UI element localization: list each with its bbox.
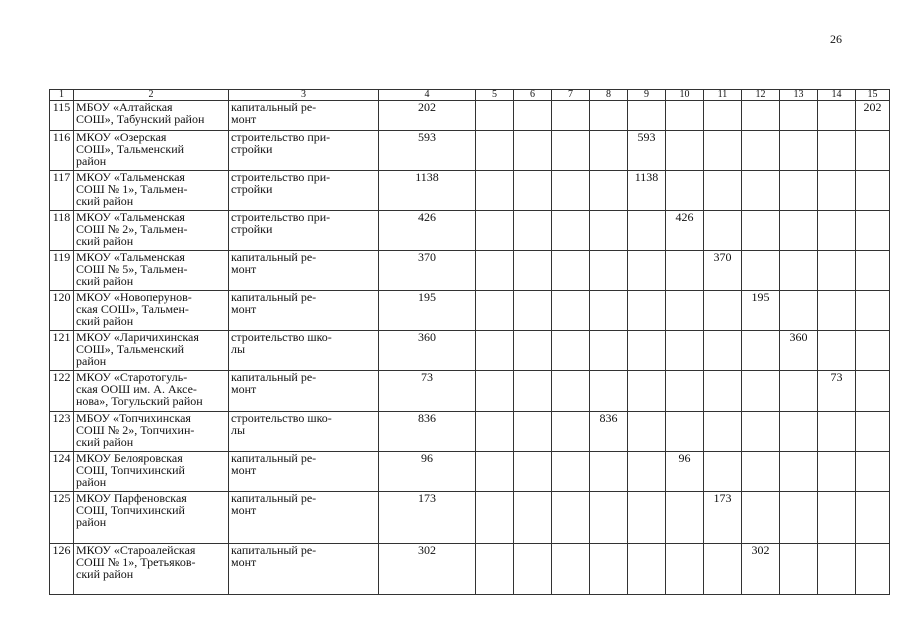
total-cell: 593 bbox=[379, 131, 476, 171]
year-cell-15 bbox=[856, 492, 890, 544]
school-name-cell: МКОУ «Новоперунов- ская СОШ», Тальмен- ский район bbox=[74, 291, 229, 331]
table-row bbox=[50, 251, 890, 291]
work-type-cell: строительство при- стройки bbox=[229, 211, 379, 251]
year-cell-8 bbox=[590, 211, 628, 251]
year-cell-12 bbox=[742, 452, 780, 492]
year-cell-14 bbox=[818, 131, 856, 171]
table-row bbox=[50, 371, 890, 412]
year-cell-12 bbox=[742, 331, 780, 371]
row-number: 117 bbox=[50, 171, 74, 211]
school-name-cell: МКОУ «Ларичихинская СОШ», Тальменский район bbox=[74, 331, 229, 371]
year-cell-5 bbox=[476, 544, 514, 595]
year-cell-11 bbox=[704, 412, 742, 452]
year-cell-11: 173 bbox=[704, 492, 742, 544]
table-row bbox=[50, 101, 890, 131]
total-cell: 1138 bbox=[379, 171, 476, 211]
year-cell-12: 302 bbox=[742, 544, 780, 595]
year-cell-11 bbox=[704, 452, 742, 492]
year-cell-14 bbox=[818, 291, 856, 331]
row-number: 115 bbox=[50, 101, 74, 131]
row-number: 125 bbox=[50, 492, 74, 544]
year-cell-12 bbox=[742, 492, 780, 544]
total-cell: 360 bbox=[379, 331, 476, 371]
header-row bbox=[50, 90, 890, 101]
school-name-cell: МБОУ «Алтайская СОШ», Табунский район bbox=[74, 101, 229, 131]
year-cell-6 bbox=[514, 171, 552, 211]
year-cell-12 bbox=[742, 211, 780, 251]
year-cell-12 bbox=[742, 131, 780, 171]
table-row bbox=[50, 544, 890, 595]
year-cell-5 bbox=[476, 492, 514, 544]
year-cell-5 bbox=[476, 251, 514, 291]
year-cell-9 bbox=[628, 452, 666, 492]
year-cell-14 bbox=[818, 544, 856, 595]
year-cell-10 bbox=[666, 544, 704, 595]
row-number: 118 bbox=[50, 211, 74, 251]
year-cell-8 bbox=[590, 131, 628, 171]
year-cell-5 bbox=[476, 291, 514, 331]
year-cell-10 bbox=[666, 492, 704, 544]
year-cell-6 bbox=[514, 291, 552, 331]
year-cell-9 bbox=[628, 251, 666, 291]
year-cell-14 bbox=[818, 331, 856, 371]
total-cell: 302 bbox=[379, 544, 476, 595]
work-type-cell: строительство при- стройки bbox=[229, 131, 379, 171]
year-cell-15 bbox=[856, 452, 890, 492]
year-cell-6 bbox=[514, 211, 552, 251]
year-cell-12 bbox=[742, 371, 780, 412]
year-cell-11 bbox=[704, 171, 742, 211]
year-cell-15 bbox=[856, 544, 890, 595]
year-cell-6 bbox=[514, 452, 552, 492]
year-cell-9 bbox=[628, 331, 666, 371]
column-header-9: 9 bbox=[628, 90, 666, 101]
school-name-cell: МКОУ «Староалейская СОШ № 1», Третьяков- ский район bbox=[74, 544, 229, 595]
year-cell-8: 836 bbox=[590, 412, 628, 452]
year-cell-13 bbox=[780, 211, 818, 251]
school-name-cell: МКОУ «Озерская СОШ», Тальменский район bbox=[74, 131, 229, 171]
year-cell-6 bbox=[514, 101, 552, 131]
year-cell-5 bbox=[476, 131, 514, 171]
work-type-cell: капитальный ре- монт bbox=[229, 544, 379, 595]
year-cell-9: 1138 bbox=[628, 171, 666, 211]
row-number: 126 bbox=[50, 544, 74, 595]
total-cell: 426 bbox=[379, 211, 476, 251]
year-cell-5 bbox=[476, 371, 514, 412]
row-number: 123 bbox=[50, 412, 74, 452]
column-header-4: 4 bbox=[379, 90, 476, 101]
year-cell-8 bbox=[590, 544, 628, 595]
year-cell-6 bbox=[514, 251, 552, 291]
row-number: 122 bbox=[50, 371, 74, 412]
year-cell-8 bbox=[590, 452, 628, 492]
year-cell-8 bbox=[590, 291, 628, 331]
column-header-6: 6 bbox=[514, 90, 552, 101]
year-cell-11 bbox=[704, 371, 742, 412]
year-cell-8 bbox=[590, 171, 628, 211]
year-cell-5 bbox=[476, 211, 514, 251]
year-cell-8 bbox=[590, 101, 628, 131]
year-cell-15 bbox=[856, 412, 890, 452]
year-cell-12 bbox=[742, 412, 780, 452]
year-cell-13 bbox=[780, 251, 818, 291]
total-cell: 202 bbox=[379, 101, 476, 131]
year-cell-5 bbox=[476, 171, 514, 211]
year-cell-14 bbox=[818, 251, 856, 291]
year-cell-10 bbox=[666, 412, 704, 452]
year-cell-10: 96 bbox=[666, 452, 704, 492]
year-cell-10 bbox=[666, 251, 704, 291]
year-cell-11 bbox=[704, 211, 742, 251]
table-row bbox=[50, 412, 890, 452]
year-cell-8 bbox=[590, 251, 628, 291]
column-header-7: 7 bbox=[552, 90, 590, 101]
year-cell-10 bbox=[666, 171, 704, 211]
total-cell: 73 bbox=[379, 371, 476, 412]
year-cell-9 bbox=[628, 101, 666, 131]
year-cell-8 bbox=[590, 492, 628, 544]
year-cell-9 bbox=[628, 291, 666, 331]
column-header-10: 10 bbox=[666, 90, 704, 101]
year-cell-8 bbox=[590, 331, 628, 371]
year-cell-10 bbox=[666, 101, 704, 131]
work-type-cell: капитальный ре- монт bbox=[229, 101, 379, 131]
year-cell-10: 426 bbox=[666, 211, 704, 251]
year-cell-6 bbox=[514, 371, 552, 412]
year-cell-14 bbox=[818, 452, 856, 492]
table-row bbox=[50, 171, 890, 211]
work-type-cell: капитальный ре- монт bbox=[229, 251, 379, 291]
year-cell-15 bbox=[856, 131, 890, 171]
year-cell-14 bbox=[818, 492, 856, 544]
year-cell-12 bbox=[742, 251, 780, 291]
year-cell-14 bbox=[818, 211, 856, 251]
column-header-5: 5 bbox=[476, 90, 514, 101]
document-table bbox=[49, 89, 890, 595]
column-header-2: 2 bbox=[74, 90, 229, 101]
year-cell-11 bbox=[704, 331, 742, 371]
year-cell-6 bbox=[514, 492, 552, 544]
row-number: 121 bbox=[50, 331, 74, 371]
column-header-13: 13 bbox=[780, 90, 818, 101]
column-header-15: 15 bbox=[856, 90, 890, 101]
year-cell-11 bbox=[704, 544, 742, 595]
year-cell-11 bbox=[704, 291, 742, 331]
year-cell-7 bbox=[552, 452, 590, 492]
school-name-cell: МКОУ «Старотогуль- ская ООШ им. А. Аксе- нова», Тогульский район bbox=[74, 371, 229, 412]
year-cell-15 bbox=[856, 291, 890, 331]
year-cell-7 bbox=[552, 251, 590, 291]
year-cell-10 bbox=[666, 371, 704, 412]
table-row bbox=[50, 211, 890, 251]
column-header-3: 3 bbox=[229, 90, 379, 101]
year-cell-12: 195 bbox=[742, 291, 780, 331]
year-cell-15: 202 bbox=[856, 101, 890, 131]
year-cell-7 bbox=[552, 171, 590, 211]
school-name-cell: МКОУ Белояровская СОШ, Топчихинский район bbox=[74, 452, 229, 492]
year-cell-7 bbox=[552, 492, 590, 544]
column-header-14: 14 bbox=[818, 90, 856, 101]
year-cell-7 bbox=[552, 412, 590, 452]
year-cell-13 bbox=[780, 544, 818, 595]
year-cell-11 bbox=[704, 131, 742, 171]
year-cell-9 bbox=[628, 544, 666, 595]
year-cell-9 bbox=[628, 492, 666, 544]
column-header-1: 1 bbox=[50, 90, 74, 101]
column-header-8: 8 bbox=[590, 90, 628, 101]
column-header-11: 11 bbox=[704, 90, 742, 101]
year-cell-6 bbox=[514, 412, 552, 452]
year-cell-9 bbox=[628, 211, 666, 251]
year-cell-8 bbox=[590, 371, 628, 412]
school-name-cell: МКОУ «Тальменская СОШ № 1», Тальмен- ский район bbox=[74, 171, 229, 211]
year-cell-15 bbox=[856, 251, 890, 291]
page-number: 26 bbox=[830, 32, 842, 46]
row-number: 119 bbox=[50, 251, 74, 291]
row-number: 116 bbox=[50, 131, 74, 171]
year-cell-13 bbox=[780, 452, 818, 492]
year-cell-13 bbox=[780, 291, 818, 331]
table-row bbox=[50, 291, 890, 331]
year-cell-13: 360 bbox=[780, 331, 818, 371]
school-name-cell: МКОУ «Тальменская СОШ № 2», Тальмен- ский район bbox=[74, 211, 229, 251]
work-type-cell: капитальный ре- монт bbox=[229, 452, 379, 492]
year-cell-6 bbox=[514, 331, 552, 371]
year-cell-7 bbox=[552, 331, 590, 371]
year-cell-7 bbox=[552, 371, 590, 412]
year-cell-5 bbox=[476, 331, 514, 371]
total-cell: 836 bbox=[379, 412, 476, 452]
school-name-cell: МКОУ «Тальменская СОШ № 5», Тальмен- ский район bbox=[74, 251, 229, 291]
year-cell-9 bbox=[628, 412, 666, 452]
year-cell-15 bbox=[856, 331, 890, 371]
year-cell-13 bbox=[780, 171, 818, 211]
work-type-cell: капитальный ре- монт bbox=[229, 291, 379, 331]
year-cell-15 bbox=[856, 371, 890, 412]
year-cell-10 bbox=[666, 291, 704, 331]
year-cell-6 bbox=[514, 544, 552, 595]
year-cell-5 bbox=[476, 452, 514, 492]
row-number: 124 bbox=[50, 452, 74, 492]
total-cell: 370 bbox=[379, 251, 476, 291]
work-type-cell: капитальный ре- монт bbox=[229, 371, 379, 412]
school-name-cell: МКОУ Парфеновская СОШ, Топчихинский район bbox=[74, 492, 229, 544]
year-cell-11: 370 bbox=[704, 251, 742, 291]
year-cell-11 bbox=[704, 101, 742, 131]
year-cell-9: 593 bbox=[628, 131, 666, 171]
work-type-cell: строительство шко- лы bbox=[229, 412, 379, 452]
year-cell-6 bbox=[514, 131, 552, 171]
year-cell-13 bbox=[780, 412, 818, 452]
column-header-12: 12 bbox=[742, 90, 780, 101]
year-cell-14 bbox=[818, 171, 856, 211]
work-type-cell: строительство при- стройки bbox=[229, 171, 379, 211]
year-cell-12 bbox=[742, 101, 780, 131]
year-cell-14 bbox=[818, 412, 856, 452]
table-row bbox=[50, 492, 890, 544]
total-cell: 195 bbox=[379, 291, 476, 331]
year-cell-5 bbox=[476, 101, 514, 131]
row-number: 120 bbox=[50, 291, 74, 331]
year-cell-13 bbox=[780, 101, 818, 131]
year-cell-10 bbox=[666, 331, 704, 371]
total-cell: 173 bbox=[379, 492, 476, 544]
table-row bbox=[50, 131, 890, 171]
year-cell-9 bbox=[628, 371, 666, 412]
work-type-cell: капитальный ре- монт bbox=[229, 492, 379, 544]
year-cell-7 bbox=[552, 211, 590, 251]
school-name-cell: МБОУ «Топчихинская СОШ № 2», Топчихин- ский район bbox=[74, 412, 229, 452]
year-cell-10 bbox=[666, 131, 704, 171]
table-row bbox=[50, 452, 890, 492]
year-cell-14: 73 bbox=[818, 371, 856, 412]
year-cell-15 bbox=[856, 171, 890, 211]
year-cell-14 bbox=[818, 101, 856, 131]
year-cell-7 bbox=[552, 544, 590, 595]
total-cell: 96 bbox=[379, 452, 476, 492]
year-cell-12 bbox=[742, 171, 780, 211]
year-cell-7 bbox=[552, 131, 590, 171]
year-cell-13 bbox=[780, 131, 818, 171]
year-cell-13 bbox=[780, 492, 818, 544]
year-cell-5 bbox=[476, 412, 514, 452]
year-cell-13 bbox=[780, 371, 818, 412]
year-cell-15 bbox=[856, 211, 890, 251]
work-type-cell: строительство шко- лы bbox=[229, 331, 379, 371]
year-cell-7 bbox=[552, 291, 590, 331]
table-row bbox=[50, 331, 890, 371]
year-cell-7 bbox=[552, 101, 590, 131]
